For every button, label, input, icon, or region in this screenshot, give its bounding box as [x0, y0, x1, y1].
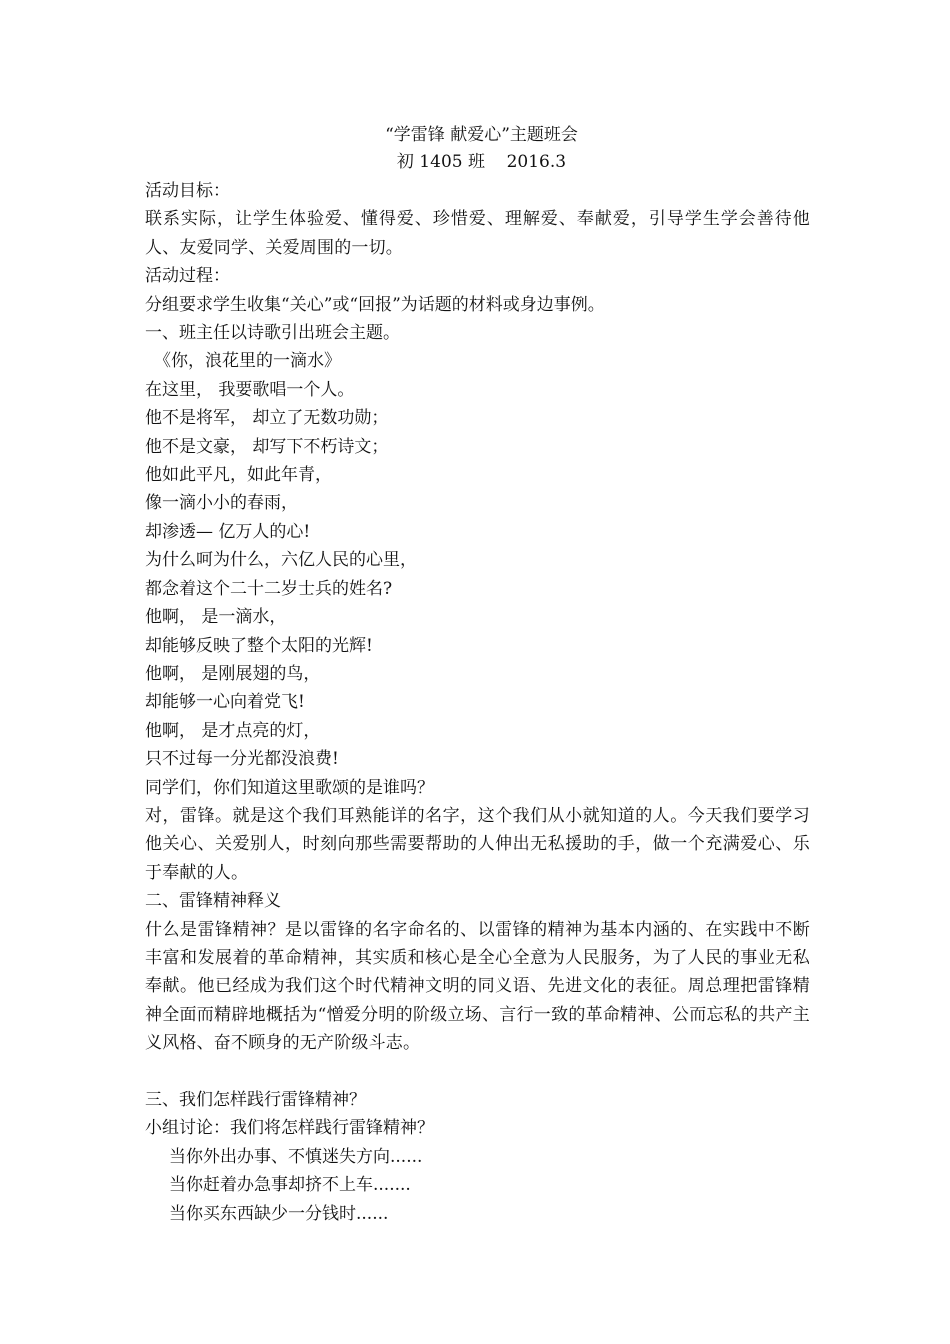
- document-title: “学雷锋 献爱心”主题班会: [385, 125, 578, 145]
- poem-line: 却渗透— 亿万人的心!: [145, 521, 311, 542]
- poem-line: 像一滴小小的春雨，: [145, 493, 298, 514]
- poem-line: 都念着这个二十二岁士兵的姓名?: [145, 578, 393, 599]
- section2-text: 什么是雷锋精神？是以雷锋的名字命名的、以雷锋的精神为基本内涵的、在实践中不断丰富和发展着的革命精神，其实质和核心是全心全意为人民服务，为了人民的事业无私奉献。他已经成为我们这个时代精神文明的同义语、先进文化的表征。周总理把雷锋精神全面而精辟地概括为“憎爱分明的阶级立场、言行一致的革命精神、公而忘私的共产主义风格、奋不顾身的无产阶级斗志。: [145, 919, 810, 1054]
- poem-line: 他啊， 是刚展翅的鸟，: [145, 663, 321, 684]
- blank-line: [145, 1058, 810, 1086]
- discussion-prompt: 小组讨论：我们将怎样践行雷锋精神？: [145, 1118, 434, 1139]
- poem: [145, 376, 810, 774]
- scenario-item: 当你外出办事、不慎迷失方向......: [169, 1146, 423, 1167]
- section1-heading: 一、班主任以诗歌引出班会主题。: [145, 323, 400, 344]
- section3-heading: 三、我们怎样践行雷锋精神？: [145, 1089, 366, 1110]
- process-heading: 活动过程：: [145, 266, 230, 287]
- poem-line: 为什么呵为什么，六亿人民的心里，: [145, 550, 417, 571]
- document-page: [145, 122, 810, 1228]
- goal-heading: 活动目标：: [145, 181, 230, 201]
- poem-line: 却能够一心向着党飞!: [145, 692, 305, 713]
- poem-line: 他不是文豪， 却写下不朽诗文；: [145, 436, 389, 457]
- process-intro: 分组要求学生收集“关心”或“回报”为话题的材料或身边事例。: [145, 294, 605, 315]
- answer: 对，雷锋。就是这个我们耳熟能详的名字，这个我们从小就知道的人。今天我们要学习他关心、关爱别人，时刻向那些需要帮助的人伸出无私援助的手，做一个充满爱心、乐于奉献的人。: [145, 805, 810, 883]
- poem-line: 他啊， 是一滴水，: [145, 607, 287, 628]
- poem-line: 他啊， 是才点亮的灯，: [145, 720, 321, 741]
- scenario-list: [145, 1143, 810, 1228]
- poem-line: 他不是将军， 却立了无数功勋；: [145, 408, 389, 429]
- scenario-item: 当你买东西缺少一分钱时......: [169, 1203, 389, 1224]
- poem-line: 在这里， 我要歌唱一个人。: [145, 379, 355, 400]
- document-subtitle: 初 1405 班 2016.3: [396, 152, 567, 172]
- poem-line: 只不过每一分光都没浪费!: [145, 749, 339, 770]
- poem-line: 却能够反映了整个太阳的光辉!: [145, 635, 373, 656]
- section2-heading: 二、雷锋精神释义: [145, 891, 281, 912]
- question: 同学们，你们知道这里歌颂的是谁吗？: [145, 777, 434, 798]
- goal-text: 联系实际，让学生体验爱、懂得爱、珍惜爱、理解爱、奉献爱，引导学生学会善待他人、友爱同学、关爱周围的一切。: [145, 209, 810, 258]
- scenario-item: 当你赶着办急事却挤不上车.......: [169, 1175, 411, 1196]
- poem-line: 他如此平凡，如此年青，: [145, 465, 332, 486]
- poem-title: 《你，浪花里的一滴水》: [154, 351, 341, 372]
